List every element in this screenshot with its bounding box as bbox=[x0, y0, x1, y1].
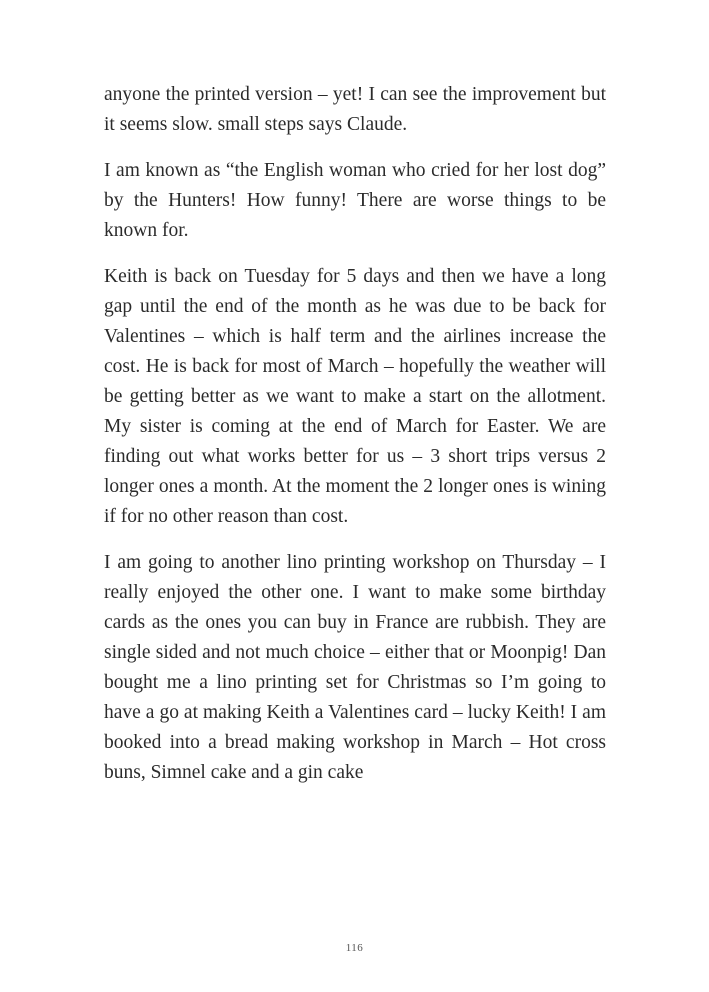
paragraph-2: I am known as “the English woman who cried for her lost dog” by the Hunters! How funny! There are worse things to be known for. bbox=[104, 160, 606, 241]
paragraph-3: Keith is back on Tuesday for 5 days and then we have a long gap until the end of the month as he was due to be back for Valentines – which is half term and the airlines increase the cost. He is back for most of March – hopefully the weather will be getting better as we want to make a start on the allotment. My sister is coming at the end of March for Easter. We are finding out what works better for us – 3 short trips versus 2 longer ones a month. At the moment the 2 longer ones is wining if for no other reason than cost. bbox=[104, 266, 606, 527]
paragraph-1: anyone the printed version – yet! I can see the improvement but it seems slow. small steps says Claude. bbox=[104, 84, 606, 135]
page-number: 116 bbox=[345, 942, 364, 954]
paragraph-4: I am going to another lino printing workshop on Thursday – I really enjoyed the other one. I want to make some birthday cards as the ones you can buy in France are rubbish. They are single sided and not much choice – either that or Moonpig! Dan bought me a lino printing set for Christmas so I’m going to have a go at making Keith a Valentines card – lucky Keith! I am booked into a bread making workshop in March – Hot cross buns, Simnel cake and a gin cake bbox=[104, 552, 606, 783]
body-text bbox=[104, 80, 606, 804]
